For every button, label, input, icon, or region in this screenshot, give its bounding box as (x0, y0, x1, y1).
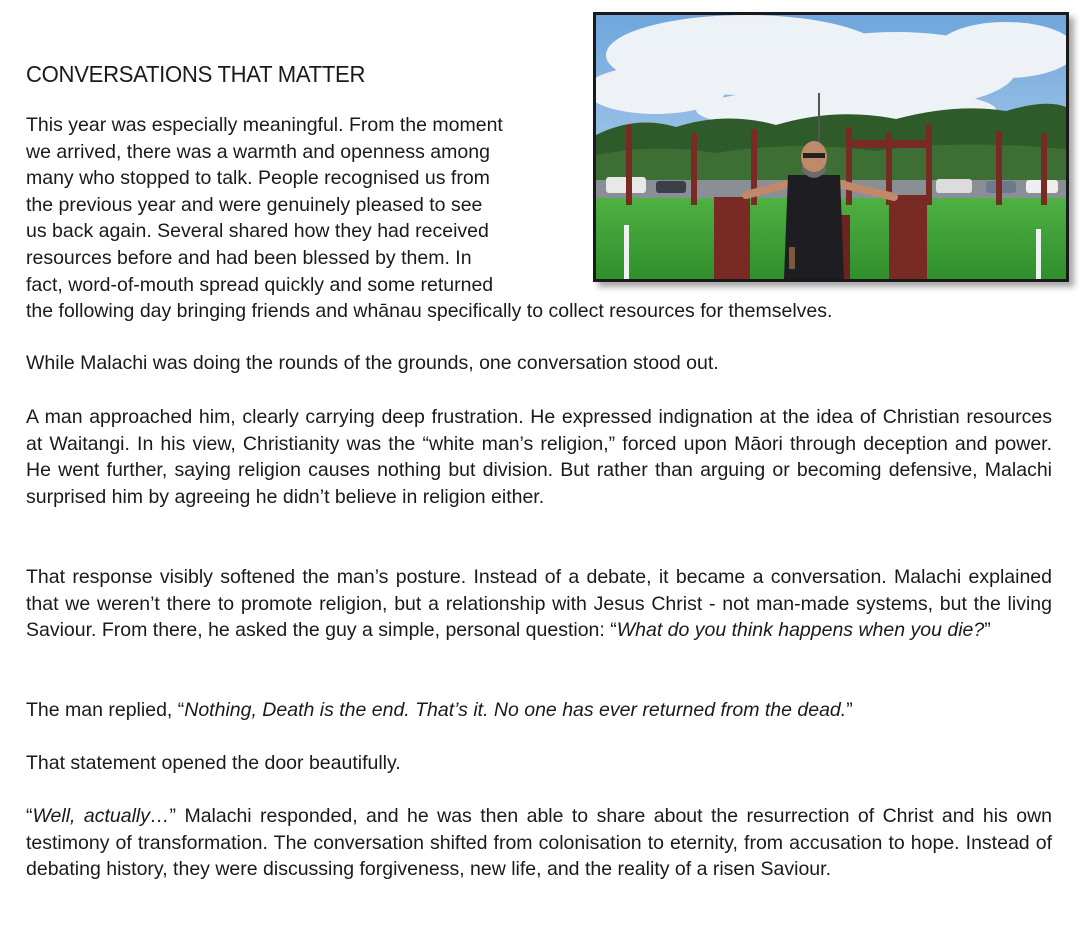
paragraph-response (26, 564, 1052, 644)
intro-paragraph (26, 112, 1052, 325)
p7-text: ” Malachi responded, and he was then able to share about the resurrection of Christ and his own testimony of transformation. The conversation shifted from colonisation to eternity, from accusation to hope. Instead of debating history, they were discussing forgiveness, new life, and the reality of a risen Saviour. (26, 805, 1052, 881)
intro-line: the previous year and were genuinely pleased to see (26, 193, 483, 216)
p7-quote: Well, actually… (32, 805, 170, 827)
intro-line: resources before and had been blessed by them. In (26, 246, 472, 269)
p7-open-quote: “ (26, 805, 33, 827)
intro-line: This year was especially meaningful. From the moment (26, 114, 503, 136)
p5-close-quote: ” (846, 699, 853, 721)
p4-close-quote: ” (984, 619, 991, 642)
paragraph-frustration: A man approached him, clearly carrying deep frustration. He expressed indignation at the idea of Christian resources at Waitangi. In his view, Christianity was the “white man’s religion,” forced upon Māori through deception and power. He went further, saying religion causes nothing but division. But rather than arguing or becoming defensive, Malachi surprised him by agreeing he didn’t believe in religion either. (26, 406, 1052, 508)
p4-question: What do you think happens when you die? (616, 619, 985, 642)
paragraph-door: That statement opened the door beautifully. (26, 752, 401, 774)
intro-line: fact, word-of-mouth spread quickly and some returned (26, 273, 494, 296)
paragraph-resurrection (26, 803, 1052, 883)
intro-line: us back again. Several shared how they had received (26, 220, 489, 243)
paragraph-rounds: While Malachi was doing the rounds of the grounds, one conversation stood out. (26, 352, 719, 374)
section-heading: CONVERSATIONS THAT MATTER (26, 61, 366, 87)
intro-line: we arrived, there was a warmth and openness among (26, 140, 490, 163)
paragraph-reply (26, 697, 1052, 724)
intro-line: many who stopped to talk. People recognised us from (26, 167, 490, 190)
p4-text: That response visibly softened the man’s posture. Instead of a debate, it became a conversation. Malachi explained that we weren’t there to promote religion, but a relationship with Jesus Christ - not man-made systems, but the living Saviour. From there, he asked the guy a simple, personal question: “ (26, 566, 1052, 642)
p5-text: The man replied, “ (26, 699, 185, 721)
p5-quote: Nothing, Death is the end. That’s it. No one has ever returned from the dead. (184, 699, 847, 721)
intro-line: the following day bringing friends and whānau specifically to collect resources for themselves. (26, 300, 833, 323)
